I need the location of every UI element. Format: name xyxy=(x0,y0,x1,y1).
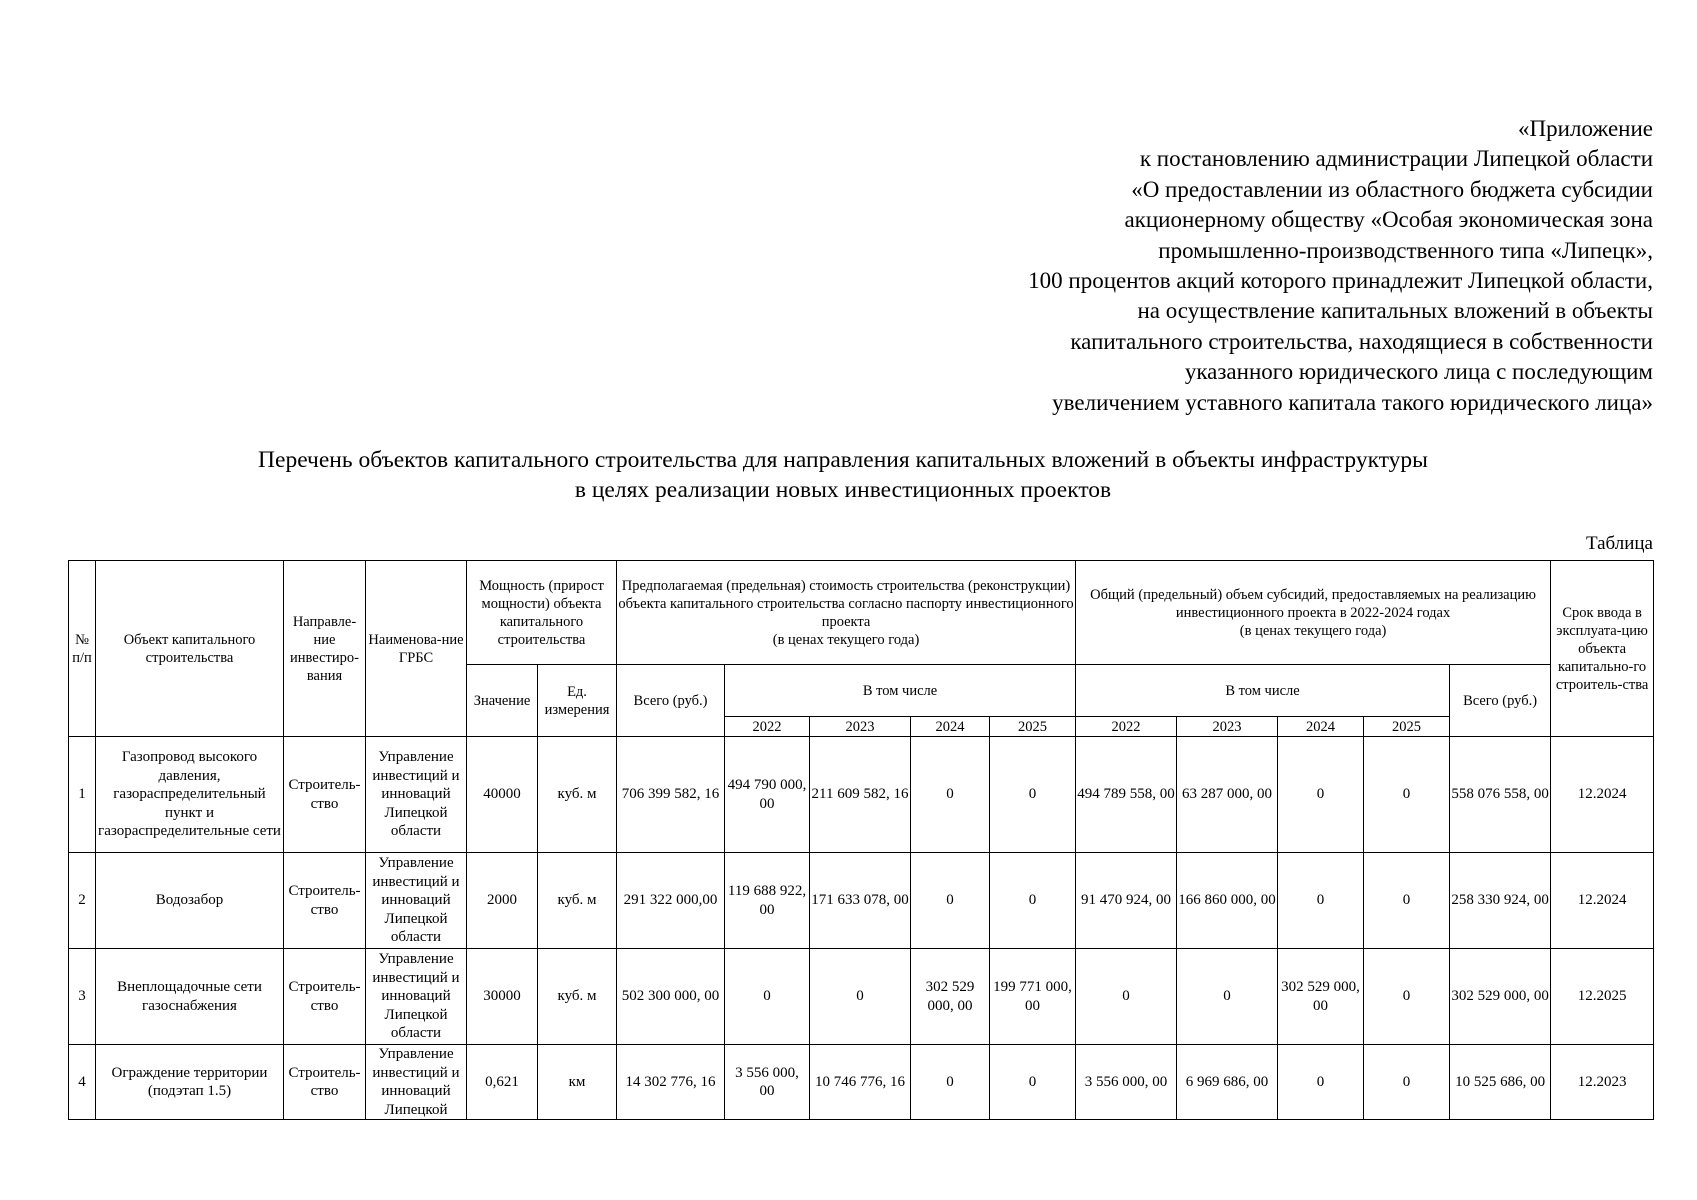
appendix-header xyxy=(1028,114,1653,418)
cell-subsidy-year: 0 xyxy=(1177,949,1278,1045)
cell-cost-year: 3 556 000, 00 xyxy=(725,1045,810,1120)
appendix-header-line: указанного юридического лица с последующим xyxy=(1184,359,1653,385)
appendix-header-line: на осуществление капитальных вложений в объекты xyxy=(1137,298,1653,324)
cell-direction: Строитель-ство xyxy=(284,1045,366,1120)
cell-subsidy-year: 0 xyxy=(1076,949,1177,1045)
cell-direction: Строитель-ство xyxy=(284,949,366,1045)
header-direction: Направле-ние инвестиро-вания xyxy=(284,561,366,737)
cell-deadline: 12.2023 xyxy=(1551,1045,1654,1120)
header-subsidy-group xyxy=(1076,561,1551,665)
cell-cost-year: 0 xyxy=(810,949,911,1045)
cell-subsidy-year: 0 xyxy=(1364,853,1450,949)
header-cost-total: Всего (руб.) xyxy=(617,665,725,737)
cell-subsidy-year: 3 556 000, 00 xyxy=(1076,1045,1177,1120)
cell-subsidy-year: 0 xyxy=(1278,737,1364,853)
table-caption: Таблица xyxy=(1585,533,1653,554)
cell-subsidy-year: 91 470 924, 00 xyxy=(1076,853,1177,949)
cell-cost-year: 302 529 000, 00 xyxy=(911,949,990,1045)
header-cost-group-text: Предполагаемая (предельная) стоимость строительства (реконструкции) объекта капитального строительства согласно паспорту инвестиционного проекта xyxy=(618,577,1074,630)
cell-cost-year: 0 xyxy=(725,949,810,1045)
cell-subsidy-year: 166 860 000, 00 xyxy=(1177,853,1278,949)
cell-capacity-value: 2000 xyxy=(467,853,538,949)
appendix-header-line: «О предоставлении из областного бюджета субсидии xyxy=(1131,176,1653,202)
cell-capacity-unit: куб. м xyxy=(538,737,617,853)
cell-grbs: Управление инвестиций и инноваций Липецкой области xyxy=(366,949,467,1045)
cell-capacity-unit: куб. м xyxy=(538,949,617,1045)
cell-direction: Строитель-ство xyxy=(284,737,366,853)
header-cost-group-note: (в ценах текущего года) xyxy=(772,631,920,648)
objects-table xyxy=(68,560,1654,1120)
table-row xyxy=(69,949,1654,1045)
cell-cost-year: 0 xyxy=(990,1045,1076,1120)
appendix-header-line: «Приложение xyxy=(1518,116,1653,141)
header-year: 2025 xyxy=(990,717,1076,737)
header-year: 2024 xyxy=(1278,717,1364,737)
cell-cost-total: 291 322 000,00 xyxy=(617,853,725,949)
cell-subsidy-year: 6 969 686, 00 xyxy=(1177,1045,1278,1120)
cell-subsidy-year: 63 287 000, 00 xyxy=(1177,737,1278,853)
header-year: 2023 xyxy=(1177,717,1278,737)
header-capacity: Мощность (прирост мощности) объекта капитального строительства xyxy=(467,561,617,665)
table-row xyxy=(69,1045,1654,1120)
cell-subsidy-year: 0 xyxy=(1364,949,1450,1045)
cell-cost-year: 211 609 582, 16 xyxy=(810,737,911,853)
cell-subsidy-year: 0 xyxy=(1278,1045,1364,1120)
header-capacity-value: Значение xyxy=(467,665,538,737)
cell-capacity-value: 40000 xyxy=(467,737,538,853)
cell-cost-year: 0 xyxy=(911,1045,990,1120)
header-year: 2024 xyxy=(911,717,990,737)
header-capacity-unit: Ед. измерения xyxy=(538,665,617,737)
cell-cost-year: 0 xyxy=(911,853,990,949)
cell-cost-year: 119 688 922, 00 xyxy=(725,853,810,949)
header-cost-group xyxy=(617,561,1076,665)
cell-num: 2 xyxy=(69,853,96,949)
cell-subsidy-year: 494 789 558, 00 xyxy=(1076,737,1177,853)
cell-cost-year: 0 xyxy=(990,737,1076,853)
cell-capacity-unit: км xyxy=(538,1045,617,1120)
header-year: 2023 xyxy=(810,717,911,737)
cell-capacity-value: 0,621 xyxy=(467,1045,538,1120)
appendix-header-line: акционерному обществу «Особая экономическая зона xyxy=(1124,207,1653,233)
header-subsidy-group-text: Общий (предельный) объем субсидий, предоставляемых на реализацию инвестиционного проекта в 2022-2024 годах xyxy=(1090,586,1536,621)
cell-subsidy-year: 0 xyxy=(1364,737,1450,853)
cell-object: Водозабор xyxy=(96,853,284,949)
cell-grbs: Управление инвестиций и инноваций Липецкой области xyxy=(366,737,467,853)
appendix-header-line: промышленно-производственного типа «Липецк», xyxy=(1158,237,1653,263)
cell-subsidy-total: 10 525 686, 00 xyxy=(1450,1045,1551,1120)
header-deadline: Срок ввода в эксплуата-цию объекта капитально-го строитель-ства xyxy=(1551,561,1654,737)
document-title-line: Перечень объектов капитального строительства для направления капитальных вложений в объекты инфраструктуры xyxy=(258,447,1428,473)
appendix-header-line: 100 процентов акций которого принадлежит Липецкой области, xyxy=(1028,268,1653,294)
table-row xyxy=(69,853,1654,949)
header-year: 2025 xyxy=(1364,717,1450,737)
table-header-row xyxy=(69,561,1654,665)
appendix-header-line: увеличением уставного капитала такого юридического лица» xyxy=(1052,389,1653,415)
document-title xyxy=(68,445,1618,505)
cell-subsidy-total: 558 076 558, 00 xyxy=(1450,737,1551,853)
cell-subsidy-year: 0 xyxy=(1364,1045,1450,1120)
cell-cost-year: 171 633 078, 00 xyxy=(810,853,911,949)
header-cost-incl: В том числе xyxy=(725,665,1076,717)
header-num: № п/п xyxy=(69,561,96,737)
cell-cost-year: 0 xyxy=(911,737,990,853)
cell-deadline: 12.2024 xyxy=(1551,737,1654,853)
cell-cost-year: 199 771 000, 00 xyxy=(990,949,1076,1045)
cell-subsidy-total: 302 529 000, 00 xyxy=(1450,949,1551,1045)
header-subsidy-group-note: (в ценах текущего года) xyxy=(1239,622,1387,639)
header-subsidy-total: Всего (руб.) xyxy=(1450,665,1551,737)
cell-grbs: Управление инвестиций и инноваций Липецкой xyxy=(366,1045,467,1120)
header-subsidy-incl: В том числе xyxy=(1076,665,1450,717)
cell-cost-year: 10 746 776, 16 xyxy=(810,1045,911,1120)
cell-cost-total: 502 300 000, 00 xyxy=(617,949,725,1045)
cell-subsidy-year: 0 xyxy=(1278,853,1364,949)
appendix-header-line: капитального строительства, находящиеся в собственности xyxy=(1070,328,1653,354)
cell-deadline: 12.2025 xyxy=(1551,949,1654,1045)
header-year: 2022 xyxy=(1076,717,1177,737)
cell-num: 4 xyxy=(69,1045,96,1120)
cell-num: 3 xyxy=(69,949,96,1045)
cell-deadline: 12.2024 xyxy=(1551,853,1654,949)
cell-subsidy-year: 302 529 000, 00 xyxy=(1278,949,1364,1045)
cell-direction: Строитель-ство xyxy=(284,853,366,949)
cell-cost-total: 14 302 776, 16 xyxy=(617,1045,725,1120)
cell-num: 1 xyxy=(69,737,96,853)
cell-capacity-unit: куб. м xyxy=(538,853,617,949)
cell-subsidy-total: 258 330 924, 00 xyxy=(1450,853,1551,949)
appendix-header-line: к постановлению администрации Липецкой области xyxy=(1139,146,1653,172)
document-title-line: в целях реализации новых инвестиционных проектов xyxy=(574,477,1112,503)
cell-cost-year: 494 790 000, 00 xyxy=(725,737,810,853)
cell-object: Внеплощадочные сети газоснабжения xyxy=(96,949,284,1045)
cell-capacity-value: 30000 xyxy=(467,949,538,1045)
cell-object: Ограждение территории (подэтап 1.5) xyxy=(96,1045,284,1120)
header-grbs: Наименова-ние ГРБС xyxy=(366,561,467,737)
cell-cost-year: 0 xyxy=(990,853,1076,949)
cell-object: Газопровод высокого давления, газораспределительный пункт и газораспределительные сети xyxy=(96,737,284,853)
header-object: Объект капитального строительства xyxy=(96,561,284,737)
cell-grbs: Управление инвестиций и инноваций Липецкой области xyxy=(366,853,467,949)
cell-cost-total: 706 399 582, 16 xyxy=(617,737,725,853)
header-year: 2022 xyxy=(725,717,810,737)
table-row xyxy=(69,737,1654,853)
